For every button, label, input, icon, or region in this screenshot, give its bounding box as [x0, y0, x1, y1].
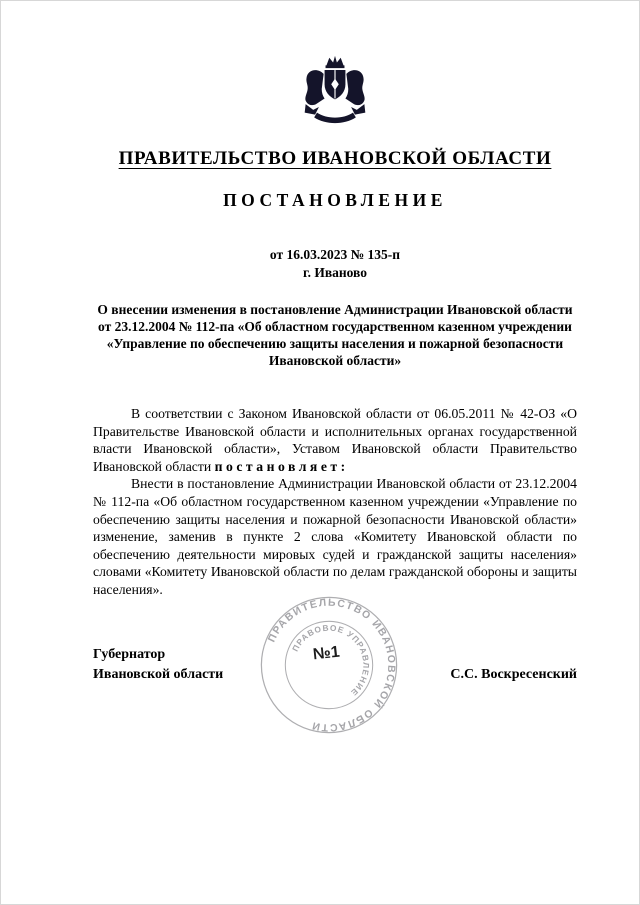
eagle-supporter-icon: [345, 70, 364, 105]
body-paragraph-2: Внести в постановление Администрации Ивановской области от 23.12.2004 № 112-па «Об областном государственном казенном учреждении «Управление по обеспечению защиты населения и пожарной безопасности Ивановской области» изменение, заменив в пункте 2 слова «Комитету Ивановской области по обеспечению деятельности мировых судей и гражданской защиты населения» словами «Комитету Ивановской области по делам гражданской обороны и защиты населения».: [93, 476, 577, 597]
stamp-outer-text: ПРАВИТЕЛЬСТВО ИВАНОВСКОЙ ОБЛАСТИ: [266, 597, 397, 733]
stamp-inner-text: ПРАВОВОЕ УПРАВЛЕНИЕ: [289, 622, 372, 698]
date-number-line: от 16.03.2023 № 135-п: [269, 247, 401, 262]
signatory-title: [93, 645, 223, 685]
coat-of-arms-icon: [292, 53, 378, 130]
city-line: г. Иваново: [302, 265, 368, 280]
body-paragraph-1: [93, 405, 577, 475]
official-stamp: [251, 587, 407, 743]
stamp-number: №1: [312, 643, 341, 663]
resolve-word: постановляет:: [214, 458, 349, 474]
signatory-title-line2: Ивановской области: [93, 666, 224, 682]
subject-heading: О внесении изменения в постановление Администрации Ивановской области от 23.12.2004 № 112-па «Об областном государственном казенном учреждении «Управление по обеспечению защиты населения и пожарной безопасности Ивановской области»: [97, 302, 573, 368]
signatory-title-line1: Губернатор: [93, 646, 166, 662]
signatory-name: С.С. Воскресенский: [450, 666, 577, 682]
coat-of-arms-svg: [292, 53, 378, 125]
base-scroll-icon: [314, 113, 356, 123]
signature-block: [93, 597, 577, 733]
document-body: [93, 405, 577, 599]
crown-icon: [326, 56, 345, 68]
org-title: ПРАВИТЕЛЬСТВО ИВАНОВСКОЙ ОБЛАСТИ: [118, 148, 552, 169]
lion-supporter-icon: [305, 70, 324, 105]
paragraph-1-text: В соответствии с Законом Ивановской области от 06.05.2011 № 42-ОЗ «О Правительстве Ивановской области и исполнительных органах государственной власти Ивановской области», Уставом Ивановской области Правительство Ивановской области: [93, 406, 577, 474]
doc-type-title: ПОСТАНОВЛЕНИЕ: [223, 190, 447, 210]
